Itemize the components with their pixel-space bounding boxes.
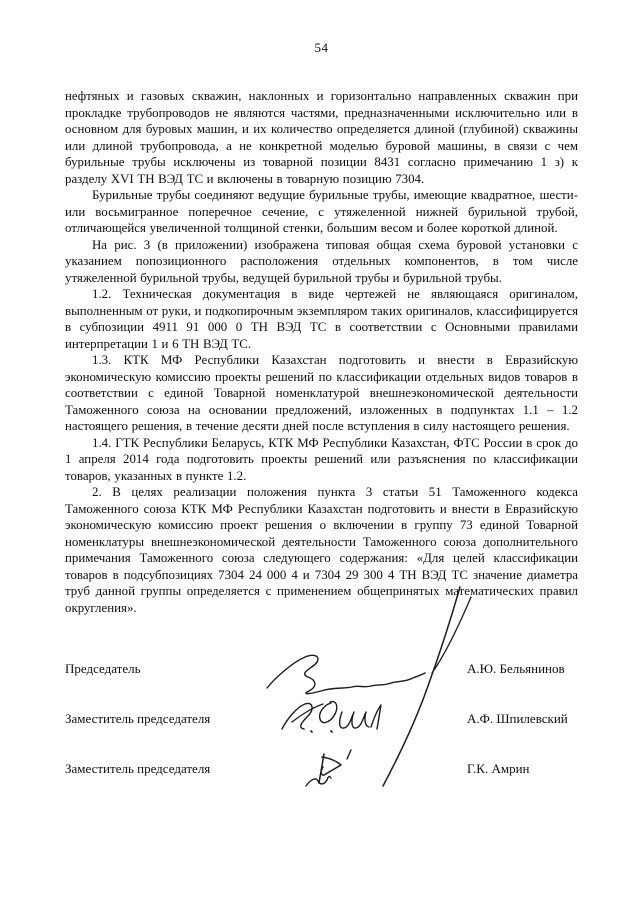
signature-row-deputy-1 bbox=[65, 711, 578, 729]
signature-title: Председатель bbox=[65, 661, 141, 676]
signature-row-chairman bbox=[65, 661, 578, 679]
signatory-name: А.Ф. Шпилевский bbox=[467, 711, 568, 726]
paragraph-2: 2. В целях реализации положения пункта 3 статьи 51 Таможенного кодекса Таможенного союза КТК МФ Республики Казахстан подготовить и внести в Евразийскую экономическую комиссию проект решения о включении в группу 73 единой Товарной номенклатуры внешнеэкономической деятельности Таможенного союза дополнительного примечания Таможенного союза следующего содержания: «Для целей классификации товаров в подсубпозициях 7304 24 000 4 и 7304 29 300 4 ТН ВЭД ТС значение диаметра труб данной группы определяется с применением общепринятых математических правил округления». bbox=[65, 485, 578, 615]
paragraph-continuation: нефтяных и газовых скважин, наклонных и горизонтально направленных скважин при прокладке трубопроводов не являются частями, предназначенными исключительно или в основном для буровых машин, и их количество определяется длиной (глубиной) скважины или длиной трубопровода, а не конкретной моделью буровой машины, в связи с чем бурильные трубы исключены из товарной позиции 8431 согласно примечанию 1 з) к разделу XVI ТН ВЭД ТС и включены в товарную позицию 7304. bbox=[65, 89, 578, 186]
document-body bbox=[65, 88, 578, 616]
signature-title: Заместитель председателя bbox=[65, 761, 211, 776]
paragraph-1-2: 1.2. Техническая документация в виде чертежей не являющаяся оригиналом, выполненным от руки, и подкопирочным экземпляром таких оригиналов, классифицируется в субпозиции 4911 91 000 0 ТН ВЭД ТС в соответствии с Основными правилами интерпретации 1 и 6 ТН ВЭД ТС. bbox=[65, 287, 578, 351]
paragraph-1-3: 1.3. КТК МФ Республики Казахстан подготовить и внести в Евразийскую экономическую комиссию проекты решений по классификации отдельных видов товаров в соответствии с единой Товарной номенклатурой внешнеэкономической деятельности Таможенного союза на основании предложений, изложенных в подпунктах 1.1 – 1.2 настоящего решения, в течение десяти дней после вступления в силу настоящего решения. bbox=[65, 353, 578, 433]
signature-title: Заместитель председателя bbox=[65, 711, 211, 726]
paragraph-1-4: 1.4. ГТК Республики Беларусь, КТК МФ Республики Казахстан, ФТС России в срок до 1 апреля 2014 года подготовить проекты решений или разъяснения по классификации товаров, указанных в пункте 1.2. bbox=[65, 435, 578, 483]
paragraph-drill-pipes: Бурильные трубы соединяют ведущие бурильные трубы, имеющие квадратное, шести- или восьмигранное поперечное сечение, с утяжеленной нижней бурильной трубой, отличающейся увеличенной толщиной стенки, большим весом и более короткой длиной. bbox=[65, 188, 578, 235]
signature-long-stroke-ink bbox=[383, 587, 471, 786]
paragraph-figure-3: На рис. 3 (в приложении) изображена типовая общая схема буровой установки с указанием попозиционного расположения отдельных компонентов, в том числе утяжеленной бурильной трубы, ведущей бурильной трубы и бурильной трубы. bbox=[65, 237, 578, 285]
signatory-name: Г.К. Амрин bbox=[467, 761, 530, 776]
signatory-name: А.Ю. Бельянинов bbox=[467, 661, 565, 676]
page-number: 54 bbox=[314, 40, 329, 55]
signature-row-deputy-2 bbox=[65, 761, 578, 779]
